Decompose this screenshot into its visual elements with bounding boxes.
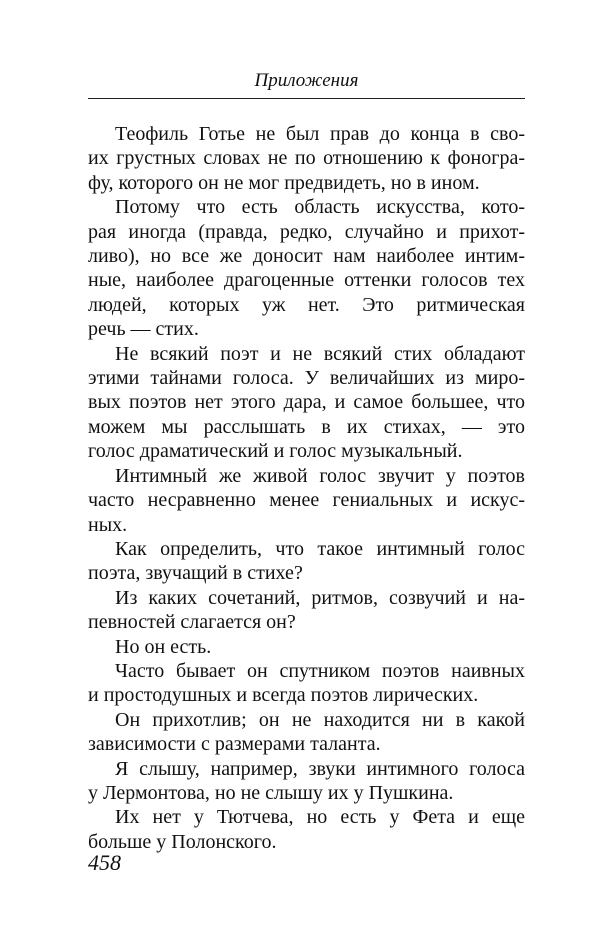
text-line: вых поэтов нет этого дара, и самое большее, что	[88, 391, 525, 414]
paragraph	[88, 805, 525, 854]
text-line: фу, которого он не мог предвидеть, но в ином.	[88, 171, 480, 194]
paragraph	[88, 464, 525, 537]
text-line: Не всякий поэт и не всякий стих обладают	[115, 342, 525, 365]
text-line: певностей слагается он?	[88, 611, 296, 634]
paragraph	[88, 635, 525, 659]
paragraph	[88, 122, 525, 195]
text-line: Как определить, что такое интимный голос	[115, 537, 525, 560]
text-line: речь — стих.	[88, 318, 199, 341]
text-line: ные, наиболее драгоценные оттенки голосов тех	[88, 269, 525, 292]
text-line: голос драматический и голос музыкальный.	[88, 440, 463, 463]
header-rule	[88, 98, 525, 99]
paragraph	[88, 537, 525, 586]
paragraph	[88, 195, 525, 341]
text-line: ных.	[88, 513, 128, 536]
paragraph	[88, 708, 525, 757]
text-line: рая иногда (правда, редко, случайно и прихот-	[88, 220, 525, 243]
text-line: Я слышу, например, звуки интимного голоса	[115, 757, 525, 780]
text-line: больше у Полонского.	[88, 830, 277, 853]
text-line: их грустных словах не по отношению к фоногра-	[88, 147, 525, 170]
page-number: 458	[88, 850, 121, 875]
paragraph	[88, 586, 525, 635]
text-line: Он прихотлив; он не находится ни в какой	[115, 708, 525, 731]
text-line: Теофиль Готье не был прав до конца в сво-	[115, 123, 525, 145]
paragraph	[88, 342, 525, 464]
text-line: у Лермонтова, но не слышу их у Пушкина.	[88, 781, 454, 804]
text-line: можем мы расслышать в их стихах, — это	[88, 415, 525, 438]
text-line: Но он есть.	[115, 635, 212, 658]
text-line: часто несравненно менее гениальных и искус-	[88, 489, 525, 512]
text-line: поэта, звучащий в стихе?	[88, 562, 303, 585]
running-header: Приложения	[254, 70, 359, 91]
text-line: и простодушных и всегда поэтов лирических.	[88, 684, 479, 707]
text-line: Интимный же живой голос звучит у поэтов	[115, 464, 525, 487]
text-line: этими тайнами голоса. У величайших из миро-	[88, 367, 525, 390]
text-line: ливо), но все же доносит нам наиболее интим-	[88, 245, 525, 268]
text-line: Из каких сочетаний, ритмов, созвучий и на-	[115, 586, 525, 609]
paragraph	[88, 757, 525, 806]
paragraph	[88, 659, 525, 708]
text-line: Их нет у Тютчева, но есть у Фета и еще	[115, 806, 525, 829]
text-line: зависимости с размерами таланта.	[88, 733, 381, 756]
page-body	[88, 122, 525, 854]
text-line: людей, которых уж нет. Это ритмическая	[88, 293, 525, 316]
text-line: Потому что есть область искусства, кото-	[115, 196, 525, 219]
text-line: Часто бывает он спутником поэтов наивных	[115, 659, 525, 682]
